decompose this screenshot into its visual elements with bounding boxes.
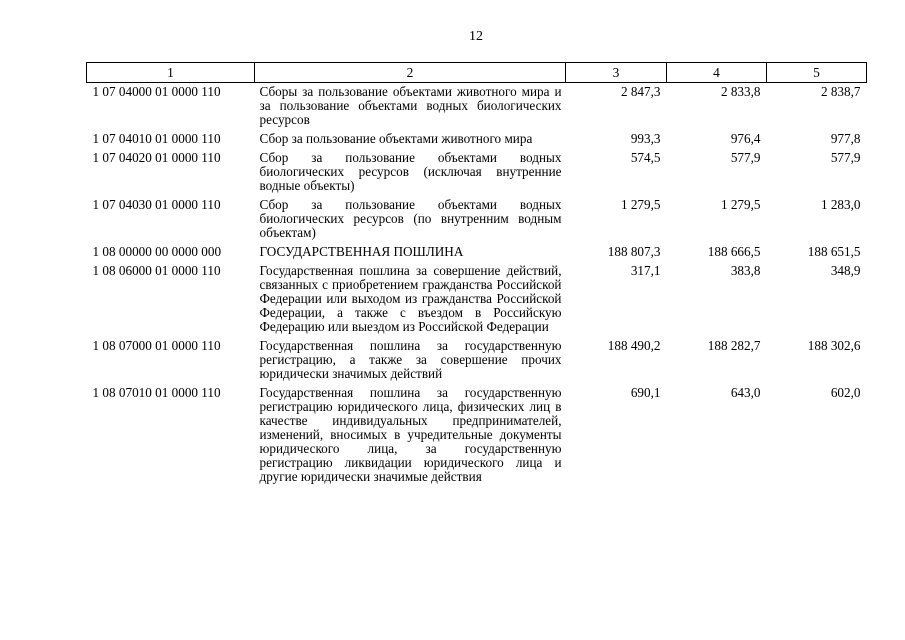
row-code: 1 07 04030 01 0000 110 xyxy=(92,197,221,212)
column-header-1: 1 xyxy=(87,63,255,83)
row-value-4: 577,9 xyxy=(730,150,761,165)
row-value-5: 977,8 xyxy=(830,131,861,146)
table-row xyxy=(87,383,867,486)
table-row xyxy=(87,195,867,242)
column-header-3: 3 xyxy=(566,63,667,83)
row-code: 1 08 07000 01 0000 110 xyxy=(92,338,221,353)
row-code: 1 07 04020 01 0000 110 xyxy=(92,150,221,165)
row-value-5: 2 838,7 xyxy=(820,84,861,99)
row-value-5: 188 302,6 xyxy=(807,338,861,353)
row-value-4: 976,4 xyxy=(730,131,761,146)
row-name: Государственная пошлина за совершение действий, связанных с приобретением гражданства Российской Федерации или выходом из гражданства Российской Федерации, а также с въездом в Российскую Федерацию или выездом из Российской Федерации xyxy=(259,263,562,334)
page-number: 12 xyxy=(469,29,483,44)
column-header-2: 2 xyxy=(255,63,566,83)
row-value-3: 1 279,5 xyxy=(620,197,661,212)
row-value-3: 188 807,3 xyxy=(607,244,661,259)
row-value-3: 993,3 xyxy=(630,131,661,146)
table-row xyxy=(87,336,867,383)
row-value-4: 188 282,7 xyxy=(707,338,761,353)
row-code: 1 08 00000 00 0000 000 xyxy=(92,244,222,259)
row-value-3: 574,5 xyxy=(630,150,661,165)
row-name: Сбор за пользование объектами водных биологических ресурсов (по внутренним водным объектам) xyxy=(259,197,562,240)
table-row xyxy=(87,242,867,261)
column-header-4: 4 xyxy=(667,63,767,83)
table-row xyxy=(87,261,867,336)
row-name: Государственная пошлина за государственную регистрацию юридического лица, физических лиц в качестве индивидуальных предпринимателей, изменений, вносимых в учредительные документы юридического лица, за государственную регистрацию ликвидации юридического лица и другие юридически значимые действия xyxy=(259,385,562,484)
row-value-4: 643,0 xyxy=(730,385,761,400)
row-code: 1 07 04010 01 0000 110 xyxy=(92,131,221,146)
row-name: Сборы за пользование объектами животного мира и за пользование объектами водных биологических ресурсов xyxy=(259,84,562,127)
row-code: 1 08 07010 01 0000 110 xyxy=(92,385,221,400)
row-value-4: 383,8 xyxy=(730,263,761,278)
row-value-5: 188 651,5 xyxy=(807,244,861,259)
row-value-3: 188 490,2 xyxy=(607,338,661,353)
row-value-4: 188 666,5 xyxy=(707,244,761,259)
row-code: 1 08 06000 01 0000 110 xyxy=(92,263,221,278)
budget-table xyxy=(86,62,867,486)
row-value-3: 2 847,3 xyxy=(620,84,661,99)
column-header-5: 5 xyxy=(767,63,867,83)
row-value-5: 348,9 xyxy=(830,263,861,278)
row-name: Сбор за пользование объектами животного мира xyxy=(259,131,533,146)
row-name: Сбор за пользование объектами водных биологических ресурсов (исключая внутренние водные объекты) xyxy=(259,150,562,193)
row-value-4: 2 833,8 xyxy=(720,84,761,99)
row-name: Государственная пошлина за государственную регистрацию, а также за совершение прочих юридически значимых действий xyxy=(259,338,562,381)
row-value-5: 1 283,0 xyxy=(820,197,861,212)
table-row xyxy=(87,129,867,148)
row-value-3: 317,1 xyxy=(630,263,661,278)
row-value-4: 1 279,5 xyxy=(720,197,761,212)
row-value-5: 602,0 xyxy=(830,385,861,400)
table-header xyxy=(87,63,867,83)
row-value-3: 690,1 xyxy=(630,385,661,400)
table-row xyxy=(87,148,867,195)
table-row xyxy=(87,83,867,130)
row-name: ГОСУДАРСТВЕННАЯ ПОШЛИНА xyxy=(259,244,464,259)
table-body xyxy=(87,83,867,487)
row-code: 1 07 04000 01 0000 110 xyxy=(92,84,221,99)
row-value-5: 577,9 xyxy=(830,150,861,165)
